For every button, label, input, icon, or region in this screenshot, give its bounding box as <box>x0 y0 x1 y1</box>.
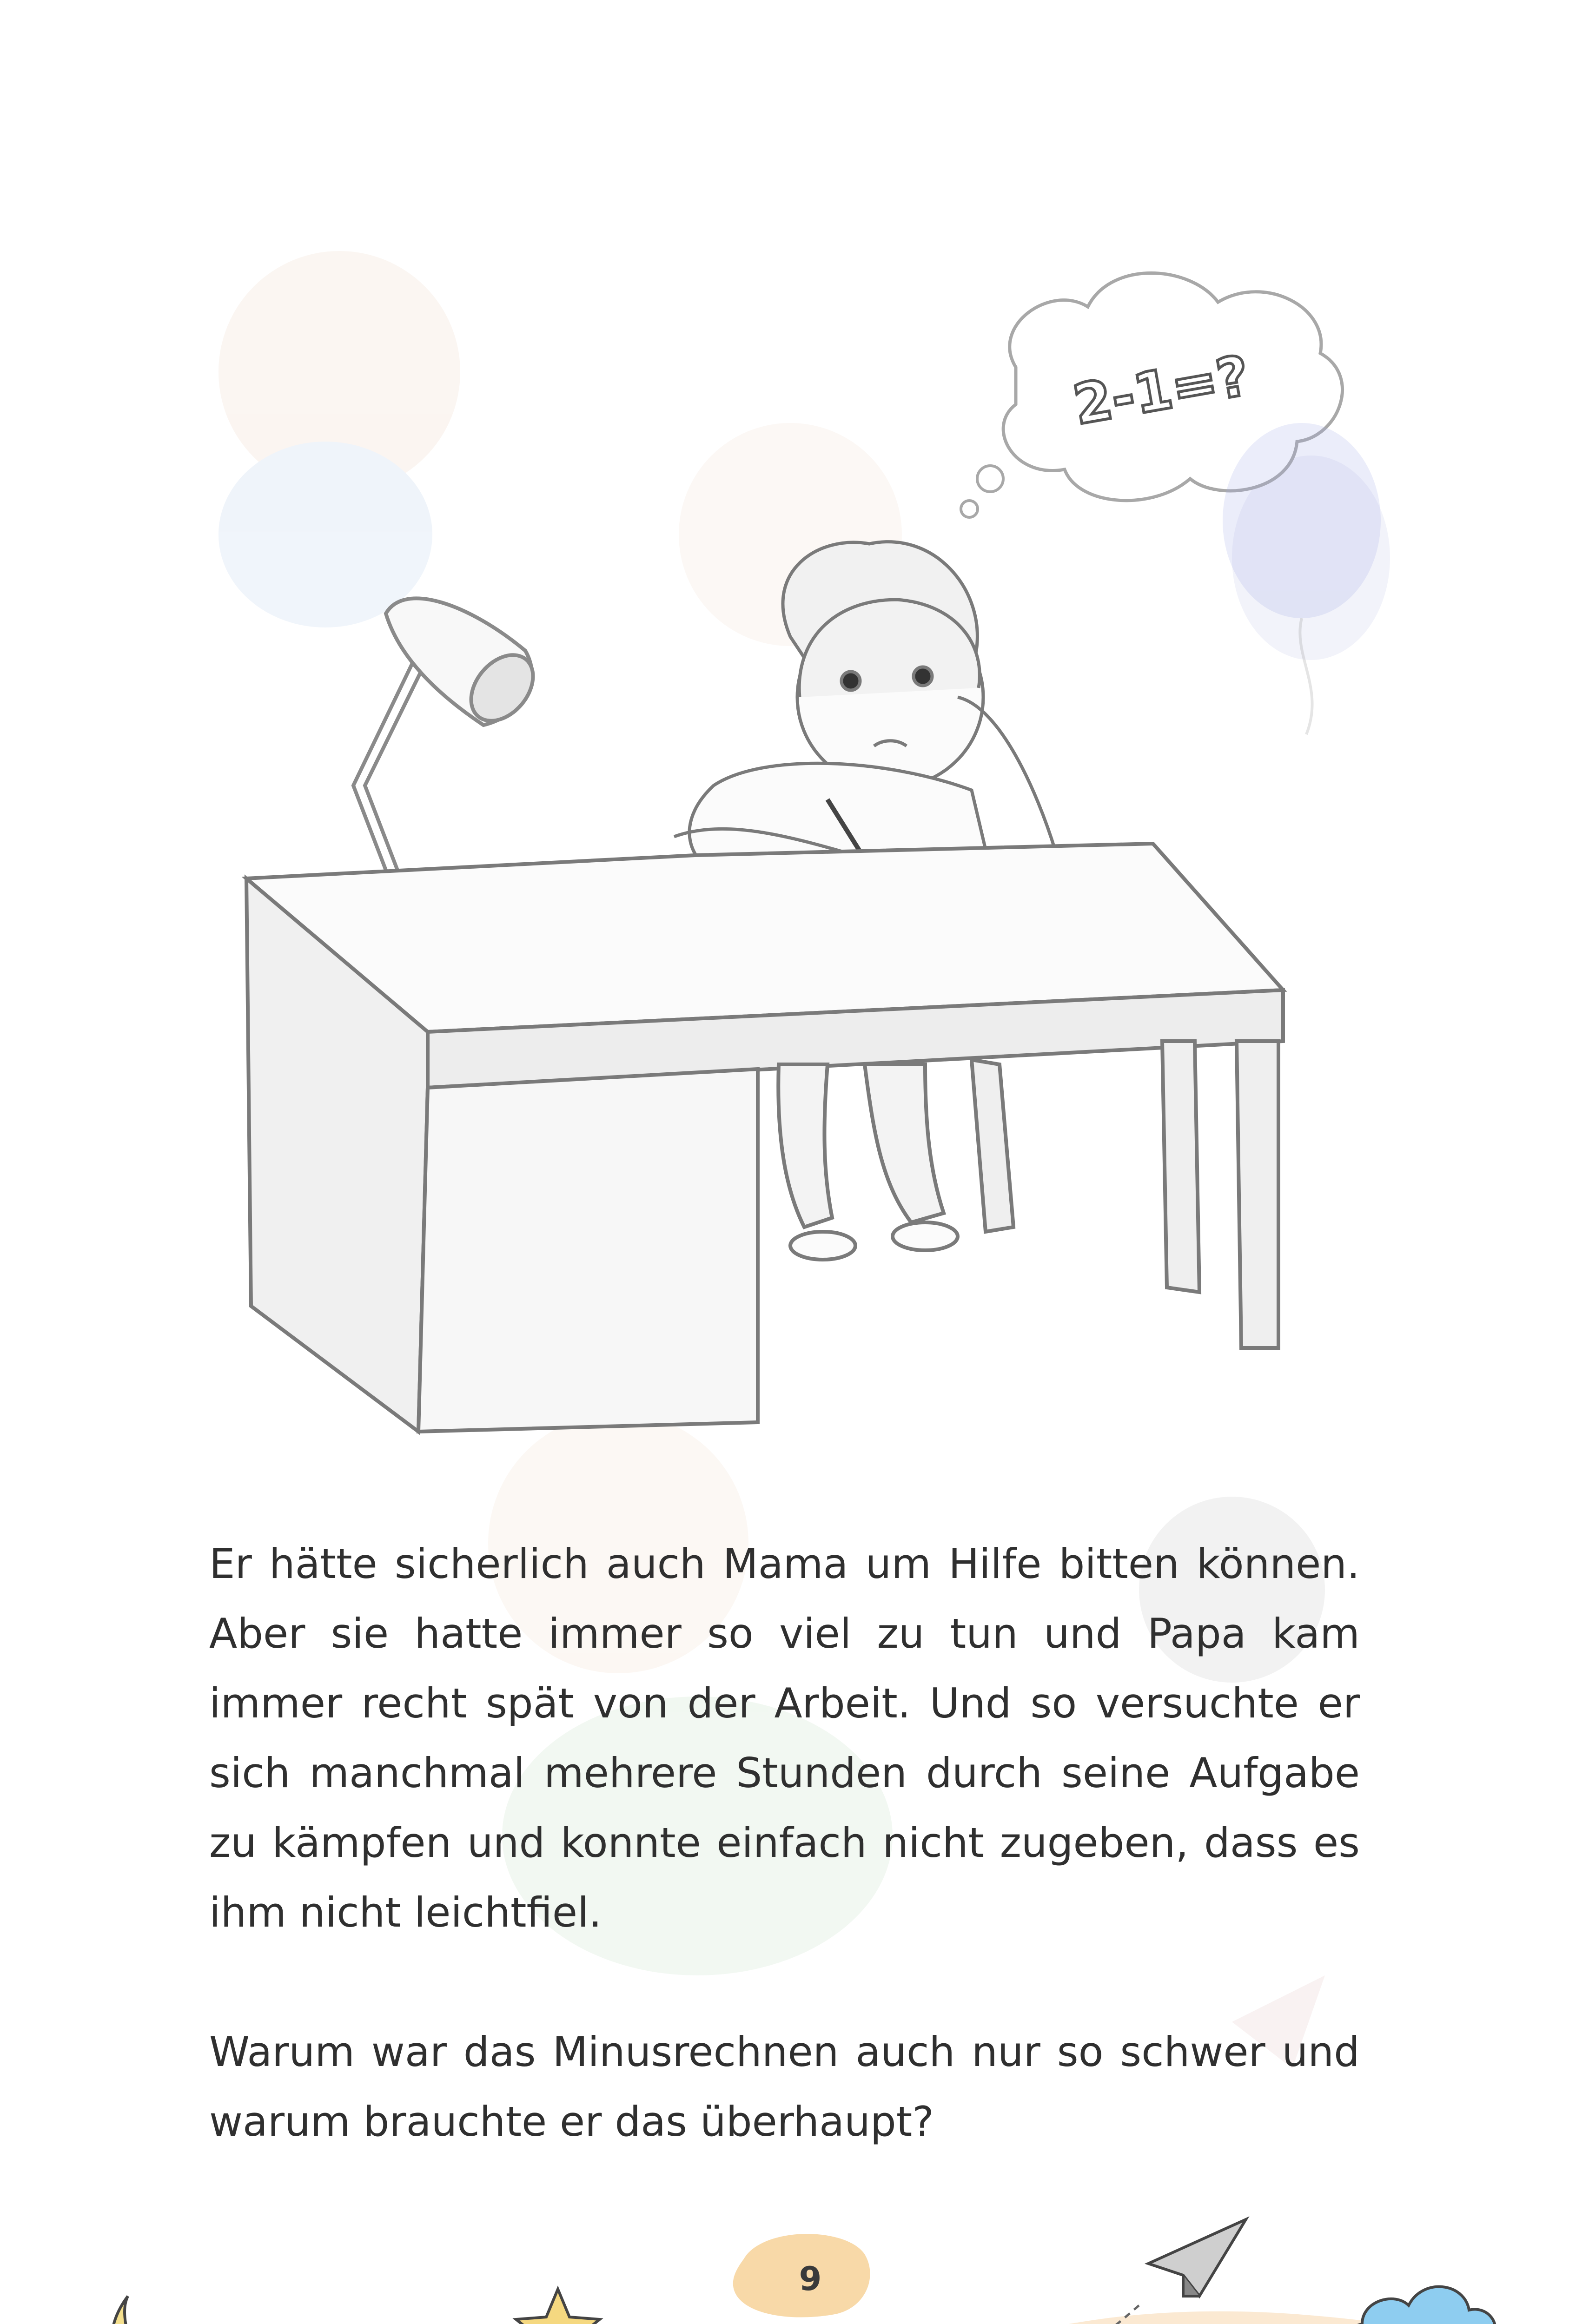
cloud-icon <box>1345 2287 1496 2324</box>
paragraph-2: Warum war das Minusrechnen auch nur so schwer und warum brauchte er das überhaupt? <box>209 2028 1360 2146</box>
page-number: 9 <box>799 2260 822 2298</box>
paragraph-1: Er hätte sicherlich auch Mama um Hilfe bitten können. Aber sie hatte immer so viel zu tun und Papa kam immer recht spät von der Arbeit. Und so versuchte er sich manchmal mehrere Stunden durch seine Aufgabe zu kämpfen und konnte einfach nicht zugeben, dass es ihm nicht leichtfiel. <box>209 1540 1360 1936</box>
thought-bubble-text: 2-1=? <box>1068 343 1254 437</box>
moon-icon <box>112 2296 216 2324</box>
star-icon <box>516 2289 600 2324</box>
paper-plane-icon <box>953 2219 1246 2324</box>
